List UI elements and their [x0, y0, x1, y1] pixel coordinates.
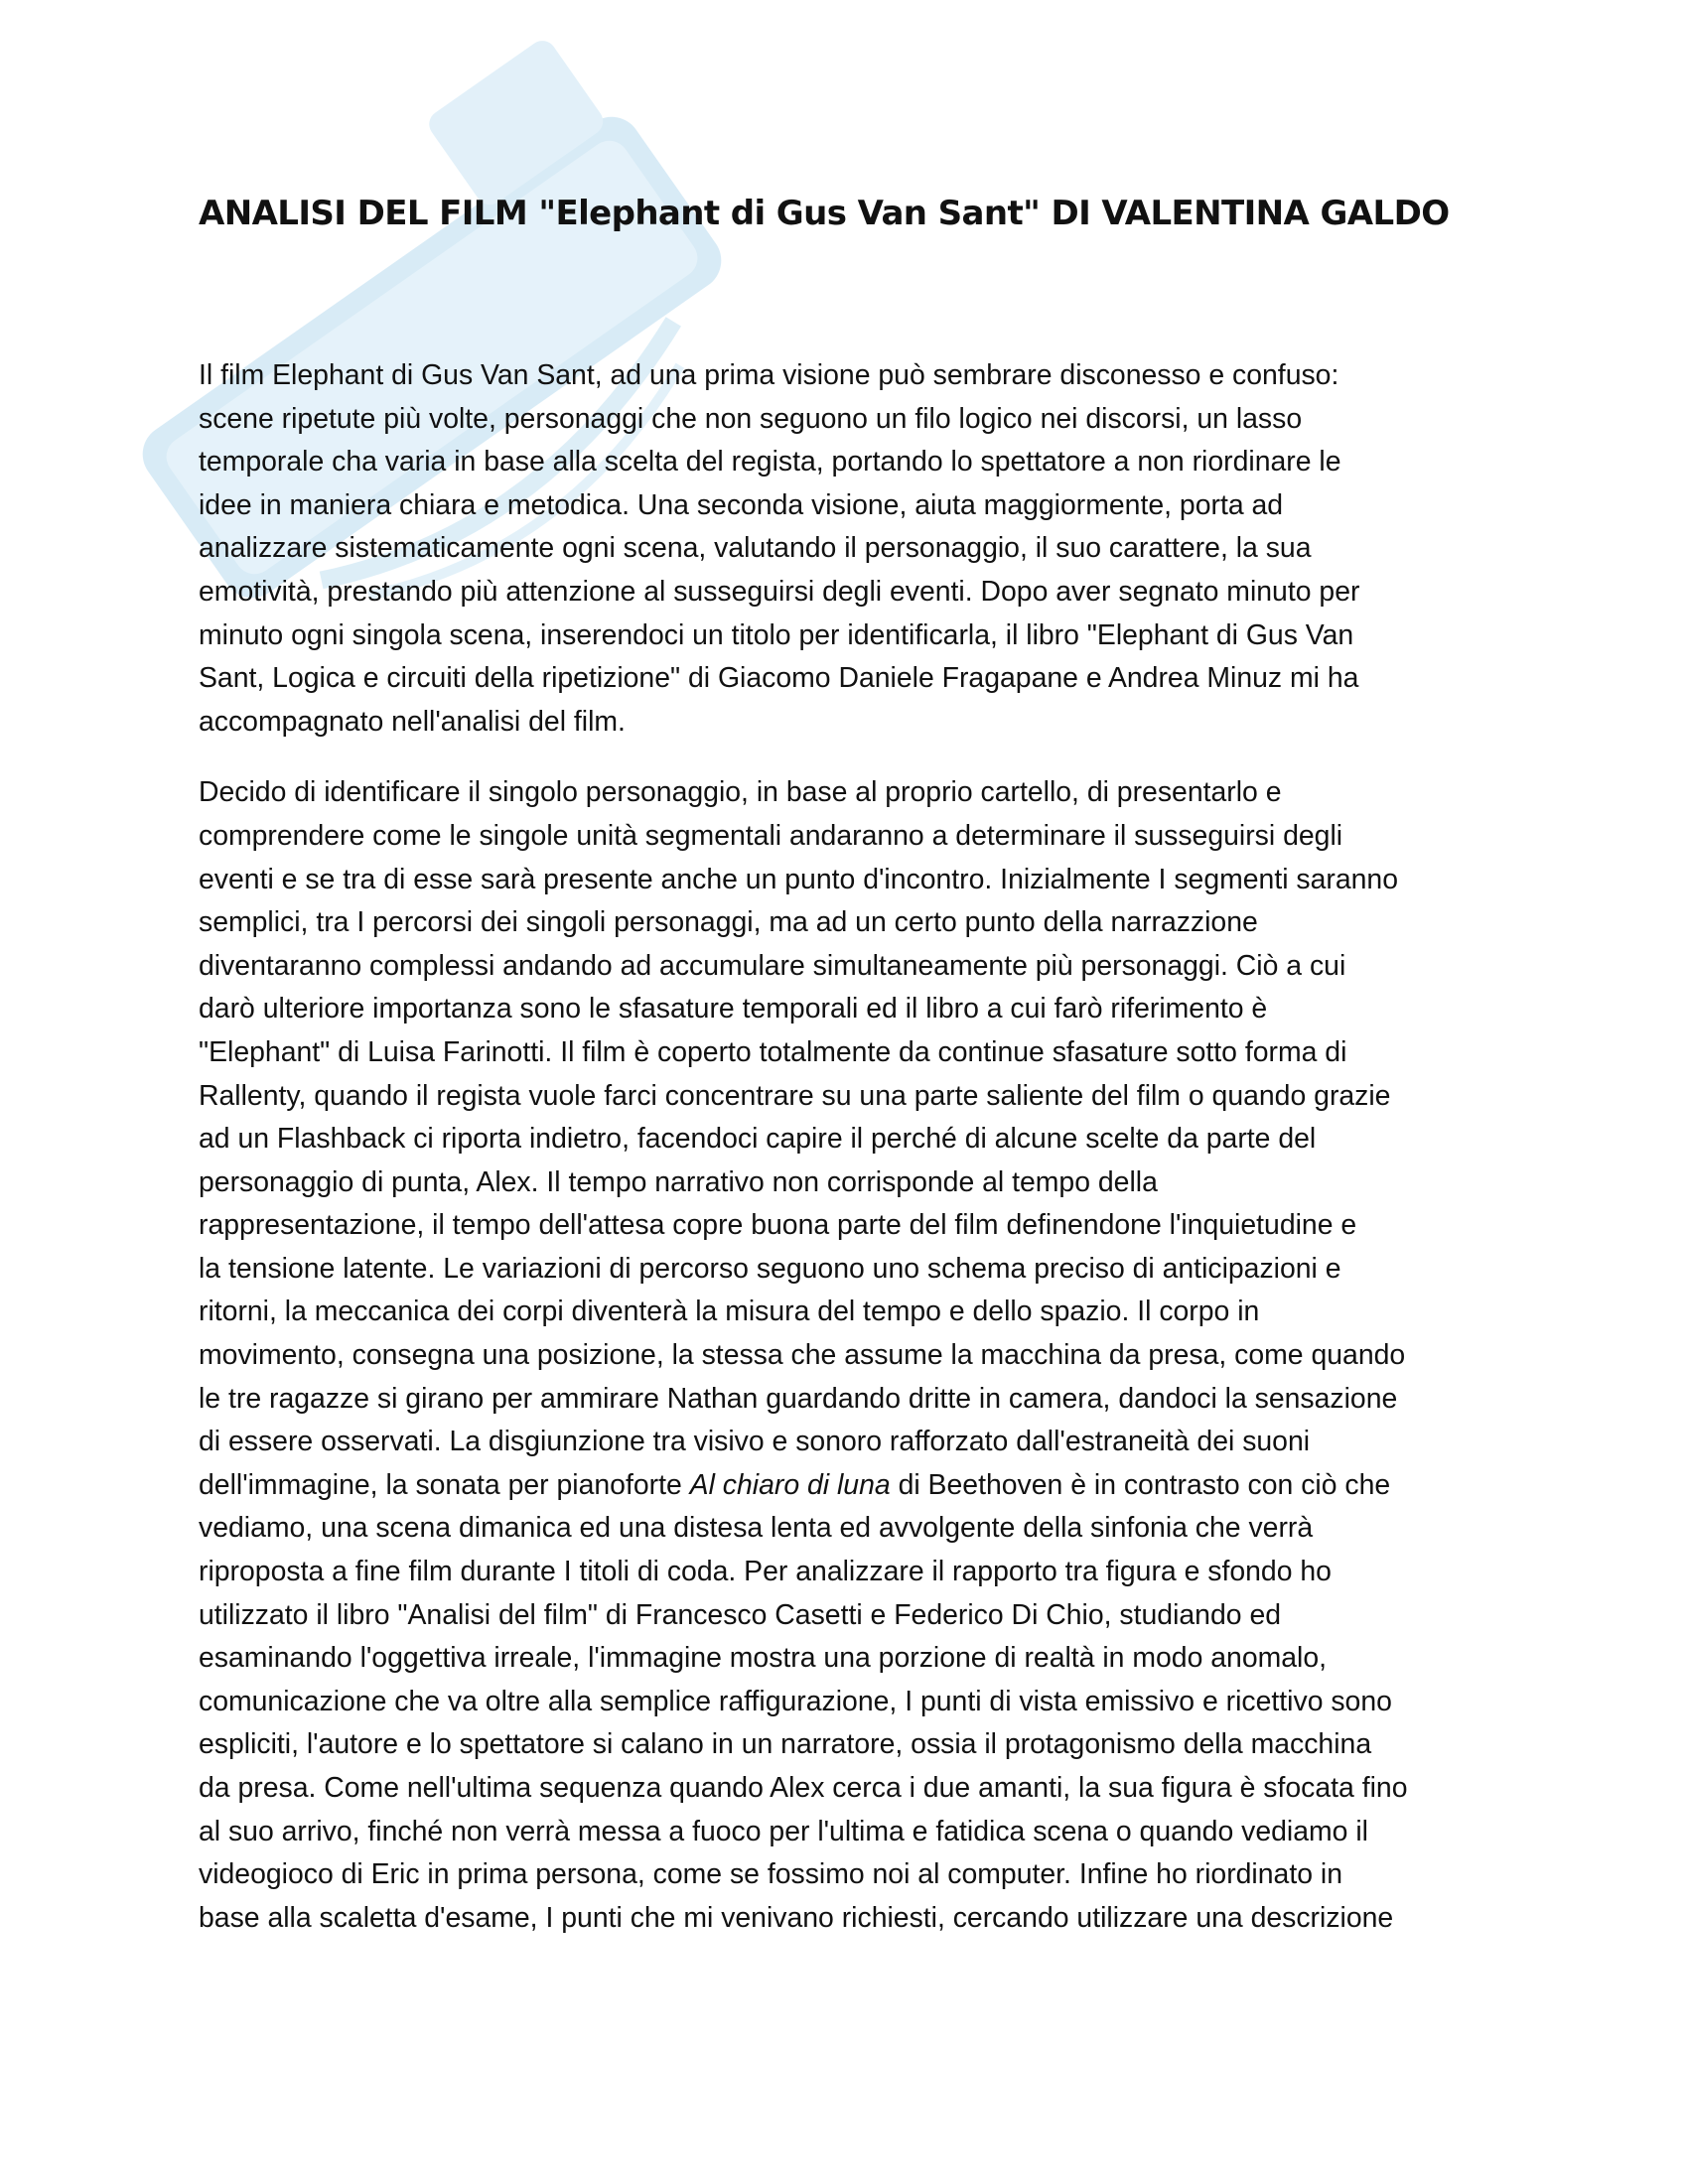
text-line: utilizzato il libro "Analisi del film" di Francesco Casetti e Federico Di Chio, studiando ed — [199, 1598, 1282, 1631]
text-line: videogioco di Eric in prima persona, come se fossimo noi al computer. Infine ho riordinato in — [199, 1858, 1342, 1891]
text-line: esaminando l'oggettiva irreale, l'immagine mostra una porzione di realtà in modo anomalo, — [199, 1642, 1328, 1675]
text-line: rappresentazione, il tempo dell'attesa copre buona parte del film definendone l'inquietudine e — [199, 1209, 1357, 1242]
text-line: comunicazione che va oltre alla semplice raffigurazione, I punti di vista emissivo e ricettivo sono — [199, 1685, 1392, 1717]
text-line: ritorni, la meccanica dei corpi diventerà la misura del tempo e dello spazio. Il corpo in — [199, 1296, 1260, 1328]
text-line: analizzare sistematicamente ogni scena, valutando il personaggio, il suo carattere, la sua — [199, 532, 1312, 565]
italic-work-title: Al chiaro di luna — [689, 1468, 891, 1501]
text-line: eventi e se tra di esse sarà presente anche un punto d'incontro. Inizialmente I segmenti saranno — [199, 863, 1399, 895]
document-page — [199, 194, 1489, 1968]
text-line: semplici, tra I percorsi dei singoli personaggi, ma ad un certo punto della narrazzione — [199, 906, 1258, 939]
paragraph-1 — [199, 354, 1489, 744]
text-line: vediamo, una scena dimanica ed una distesa lenta ed avvolgente della sinfonia che verrà — [199, 1512, 1314, 1545]
paragraph-2 — [199, 771, 1489, 1940]
text-line: Sant, Logica e circuiti della ripetizione" di Giacomo Daniele Fragapane e Andrea Minuz mi ha — [199, 662, 1359, 695]
document-title: ANALISI DEL FILM "Elephant di Gus Van Sant" DI VALENTINA GALDO — [199, 194, 1450, 233]
text-line: diventaranno complessi andando ad accumulare simultaneamente più personaggi. Ciò a cui — [199, 949, 1346, 982]
text-line: al suo arrivo, finché non verrà messa a fuoco per l'ultima e fatidica scena o quando vediamo il — [199, 1815, 1368, 1847]
text-line: Il film Elephant di Gus Van Sant, ad una prima visione può sembrare disconesso e confuso: — [199, 359, 1339, 391]
text-line: idee in maniera chiara e metodica. Una seconda visione, aiuta maggiormente, porta ad — [199, 488, 1284, 521]
text-line: riproposta a fine film durante I titoli di coda. Per analizzare il rapporto tra figura e sfondo ho — [199, 1556, 1332, 1588]
text-line: emotività, prestando più attenzione al susseguirsi degli eventi. Dopo aver segnato minuto per — [199, 575, 1360, 608]
text-line: comprendere come le singole unità segmentali andaranno a determinare il susseguirsi degli — [199, 819, 1343, 852]
text-line: le tre ragazze si girano per ammirare Nathan guardando dritte in camera, dandoci la sensazione — [199, 1382, 1398, 1415]
text-line: personaggio di punta, Alex. Il tempo narrativo non corrisponde al tempo della — [199, 1165, 1158, 1198]
text-line: darò ulteriore importanza sono le sfasature temporali ed il libro a cui farò riferimento è — [199, 993, 1268, 1025]
text-line: espliciti, l'autore e lo spettatore si calano in un narratore, ossia il protagonismo della macchina — [199, 1728, 1372, 1761]
text-segment: dell'immagine, la sonata per pianoforte — [199, 1468, 690, 1501]
text-line: accompagnato nell'analisi del film. — [199, 705, 626, 738]
text-line: minuto ogni singola scena, inserendoci un titolo per identificarla, il libro "Elephant di Gus Van — [199, 618, 1354, 651]
text-line: temporale cha varia in base alla scelta del regista, portando lo spettatore a non riordinare le — [199, 446, 1341, 478]
text-line: da presa. Come nell'ultima sequenza quando Alex cerca i due amanti, la sua figura è sfocata fino — [199, 1772, 1408, 1804]
text-line: Rallenty, quando il regista vuole farci concentrare su una parte saliente del film o quando grazie — [199, 1079, 1391, 1112]
text-line: ad un Flashback ci riporta indietro, facendoci capire il perché di alcune scelte da parte del — [199, 1123, 1317, 1156]
text-line: movimento, consegna una posizione, la stessa che assume la macchina da presa, come quando — [199, 1339, 1406, 1372]
text-line: la tensione latente. Le variazioni di percorso seguono uno schema preciso di anticipazioni e — [199, 1252, 1341, 1285]
text-line-with-italic — [199, 1464, 1489, 1508]
text-line: scene ripetute più volte, personaggi che non seguono un filo logico nei discorsi, un lasso — [199, 402, 1303, 435]
text-line: Decido di identificare il singolo personaggio, in base al proprio cartello, di presentarlo e — [199, 776, 1282, 809]
text-segment: di Beethoven è in contrasto con ciò che — [890, 1468, 1391, 1501]
text-line: base alla scaletta d'esame, I punti che mi venivano richiesti, cercando utilizzare una descrizione — [199, 1901, 1394, 1934]
text-line: "Elephant" di Luisa Farinotti. Il film è coperto totalmente da continue sfasature sotto forma di — [199, 1035, 1347, 1068]
text-line: di essere osservati. La disgiunzione tra visivo e sonoro rafforzato dall'estraneità dei suoni — [199, 1426, 1311, 1458]
